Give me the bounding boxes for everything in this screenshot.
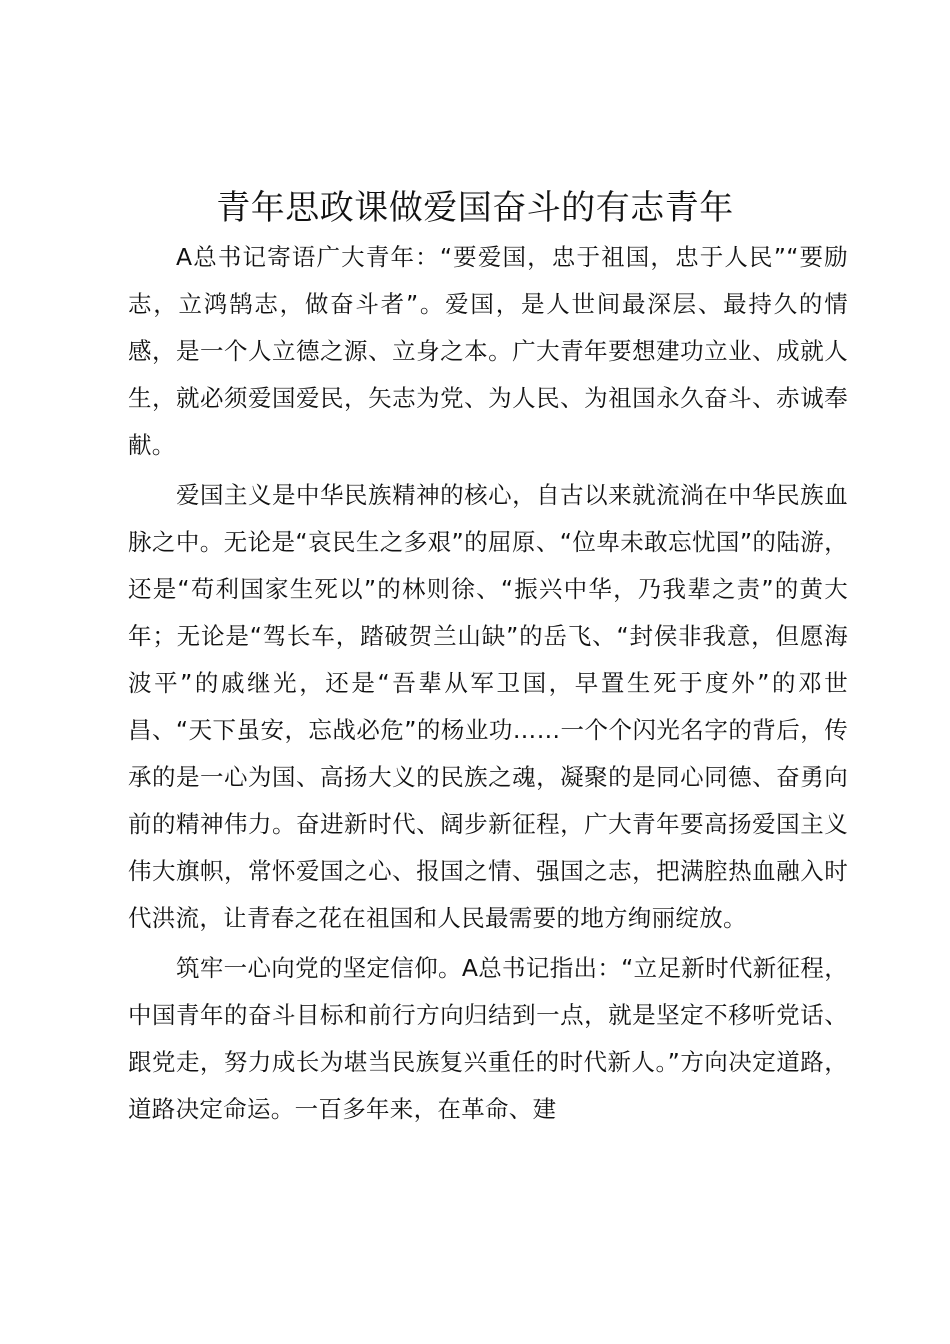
document-title: 青年思政课做爱国奋斗的有志青年 <box>216 188 734 228</box>
paragraph-3: 筑牢一心向党的坚定信仰。A总书记指出：“立足新时代新征程，中国青年的奋斗目标和前行方向归结到一点，就是坚定不移听党话、跟党走，努力成长为堪当民族复兴重任的时代新人。”方向决定道路，道路决定命运。一百多年来，在革命、建 <box>128 954 848 1123</box>
document-body <box>128 234 848 1133</box>
paragraph-2: 爱国主义是中华民族精神的核心，自古以来就流淌在中华民族血脉之中。无论是“哀民生之多艰”的屈原、“位卑未敢忘忧国”的陆游，还是“苟利国家生死以”的林则徐、“振兴中华，乃我辈之责”的黄大年；无论是“驾长车，踏破贺兰山缺”的岳飞、“封侯非我意，但愿海波平”的戚继光，还是“吾辈从军卫国，早置生死于度外”的邓世昌、“天下虽安，忘战必危”的杨业功……一个个闪光名字的背后，传承的是一心为国、高扬大义的民族之魂，凝聚的是同心同德、奋勇向前的精神伟力。奋进新时代、阔步新征程，广大青年要高扬爱国主义伟大旗帜，常怀爱国之心、报国之情、强国之志，把满腔热血融入时代洪流，让青春之花在祖国和人民最需要的地方绚丽绽放。 <box>128 481 848 932</box>
paragraph-1: A总书记寄语广大青年：“要爱国，忠于祖国，忠于人民”“要励志，立鸿鹄志，做奋斗者”。爱国，是人世间最深层、最持久的情感，是一个人立德之源、立身之本。广大青年要想建功立业、成就人生，就必须爱国爱民，矢志为党、为人民、为祖国永久奋斗、赤诚奉献。 <box>128 243 848 459</box>
